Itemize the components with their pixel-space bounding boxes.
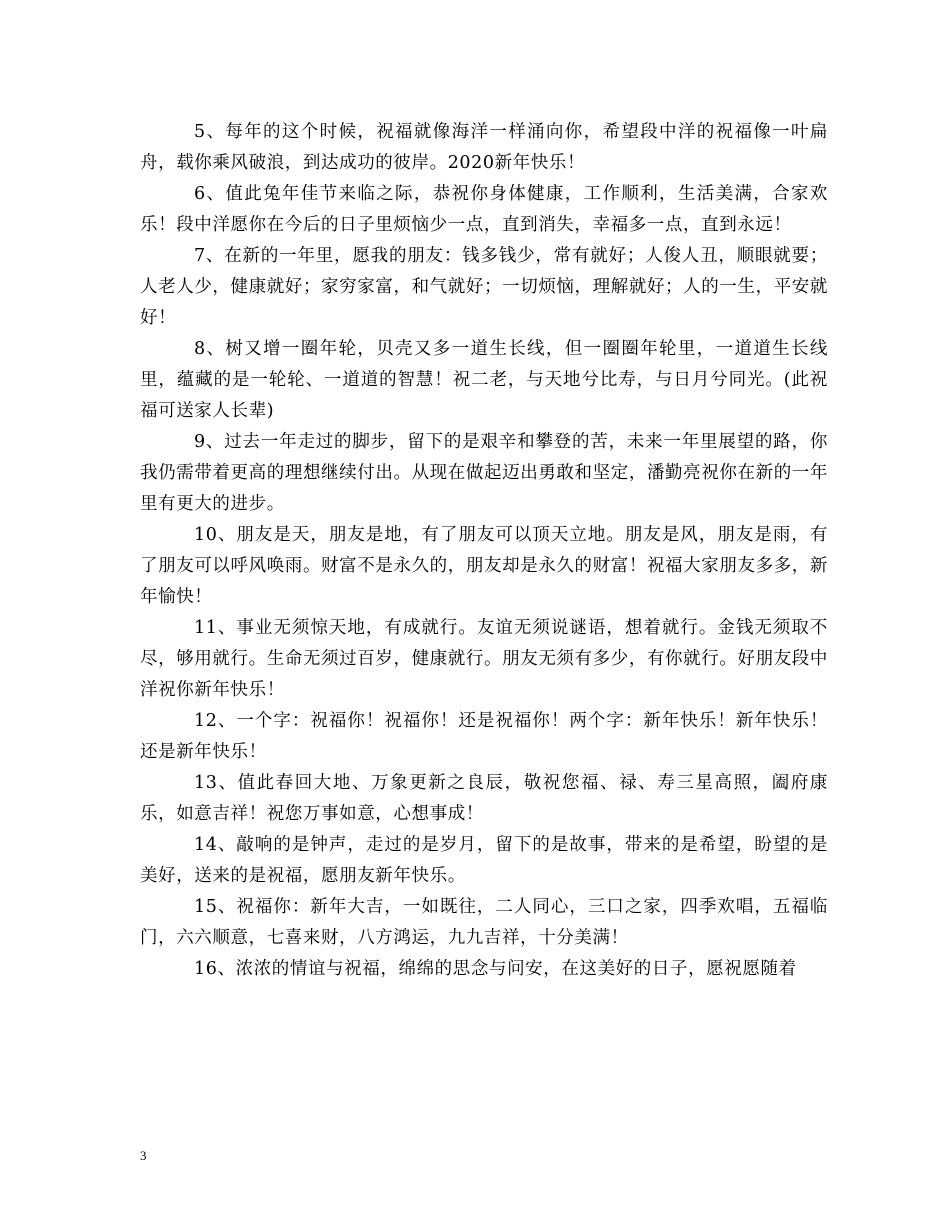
paragraph-15: 15、祝福你：新年大吉，一如既往，二人同心，三口之家，四季欢唱，五福临门，六六顺意，七喜来财，八方鸿运，九九吉祥，十分美满！	[140, 897, 828, 948]
paragraph-11: 11、事业无须惊天地，有成就行。友谊无须说谜语，想着就行。金钱无须取不尽，够用就行。生命无须过百岁，健康就行。朋友无须有多少，有你就行。好朋友段中洋祝你新年快乐！	[140, 618, 828, 700]
paragraph-14: 14、敲响的是钟声，走过的是岁月，留下的是故事，带来的是希望，盼望的是美好，送来的是祝福，愿朋友新年快乐。	[140, 835, 828, 886]
paragraph-5: 5、每年的这个时候，祝福就像海洋一样涌向你，希望段中洋的祝福像一叶扁舟，载你乘风破浪，到达成功的彼岸。2020新年快乐！	[140, 122, 828, 173]
document-body	[140, 117, 828, 985]
paragraph-10: 10、朋友是天，朋友是地，有了朋友可以顶天立地。朋友是风，朋友是雨，有了朋友可以呼风唤雨。财富不是永久的，朋友却是永久的财富！祝福大家朋友多多，新年愉快！	[140, 525, 828, 607]
paragraph-16: 16、浓浓的情谊与祝福，绵绵的思念与问安，在这美好的日子，愿祝愿随着	[194, 959, 797, 979]
paragraph-12: 12、一个字：祝福你！祝福你！还是祝福你！两个字：新年快乐！新年快乐！还是新年快乐！	[140, 711, 828, 762]
paragraph-6: 6、值此兔年佳节来临之际，恭祝你身体健康，工作顺利，生活美满，合家欢乐！段中洋愿你在今后的日子里烦恼少一点，直到消失，幸福多一点，直到永远！	[140, 184, 828, 235]
paragraph-7: 7、在新的一年里，愿我的朋友：钱多钱少，常有就好；人俊人丑，顺眼就要；人老人少，健康就好；家穷家富，和气就好；一切烦恼，理解就好；人的一生，平安就好！	[140, 246, 828, 328]
paragraph-13: 13、值此春回大地、万象更新之良辰，敬祝您福、禄、寿三星高照，阖府康乐，如意吉祥！祝您万事如意，心想事成！	[140, 773, 828, 824]
paragraph-9: 9、过去一年走过的脚步，留下的是艰辛和攀登的苦，未来一年里展望的路，你我仍需带着更高的理想继续付出。从现在做起迈出勇敢和坚定，潘勤亮祝你在新的一年里有更大的进步。	[140, 432, 828, 514]
page-number: 3	[140, 1148, 147, 1163]
paragraph-8: 8、树又增一圈年轮，贝壳又多一道生长线，但一圈圈年轮里，一道道生长线里，蕴藏的是一轮轮、一道道的智慧！祝二老，与天地兮比寿，与日月兮同光。(此祝福可送家人长辈)	[140, 339, 828, 421]
